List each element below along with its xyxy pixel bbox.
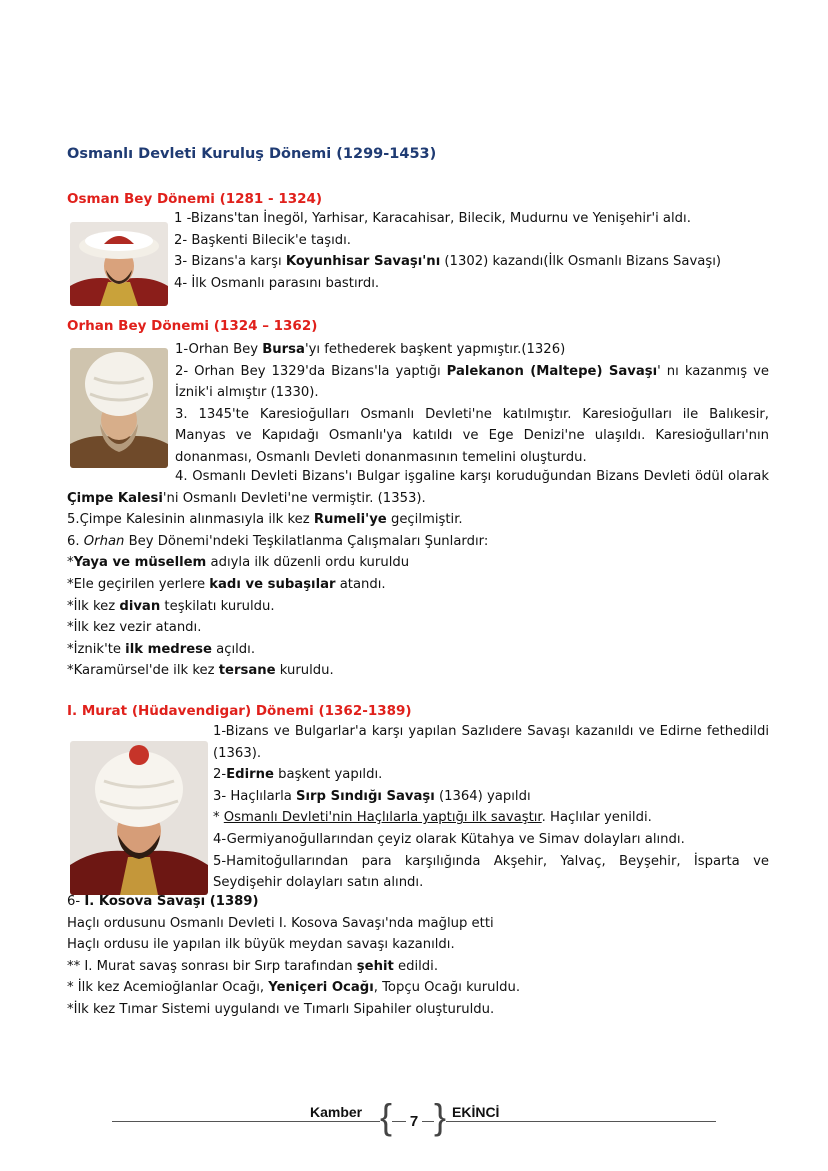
- orhan-sub-3: *İlk kez divan teşkilatı kuruldu.: [67, 598, 275, 614]
- footer-brace-left: {: [380, 1096, 393, 1137]
- orhan-sub-4: *İlk kez vezir atandı.: [67, 620, 202, 636]
- page-title: Osmanlı Devleti Kuruluş Dönemi (1299-1453): [67, 146, 437, 162]
- osman-portrait: [70, 222, 168, 306]
- orhan-item-1: 1-Orhan Bey Bursa'yı fethederek başkent yapmıştır.(1326): [175, 342, 566, 357]
- murat-text-full: [67, 891, 769, 1021]
- murat-item-1: 1-Bizans ve Bulgarlar'a karşı yapılan Sazlıdere Savaşı kazanıldı ve Edirne fethedildi (1363).: [213, 724, 769, 761]
- osman-item-1: 1 -Bizans'tan İnegöl, Yarhisar, Karacahisar, Bilecik, Mudurnu ve Yenişehir'i aldı.: [174, 211, 691, 226]
- orhan-sub-5: *İznik'te ilk medrese açıldı.: [67, 641, 256, 657]
- orhan-sub-6: *Karamürsel'de ilk kez tersane kuruldu.: [67, 663, 334, 679]
- kosova-line-5: *İlk kez Tımar Sistemi uygulandı ve Tımarlı Sipahiler oluşturuldu.: [67, 1001, 495, 1017]
- section-title-osman: Osman Bey Dönemi (1281 - 1324): [67, 191, 323, 207]
- murat-item-3: 3- Haçlılarla Sırp Sındığı Savaşı (1364) yapıldı: [213, 788, 531, 804]
- kosova-line-3: ** I. Murat savaş sonrası bir Sırp tarafından şehit edildi.: [67, 958, 439, 974]
- orhan-item-3: 3. 1345'te Karesioğulları Osmanlı Devleti'ne katılmıştır. Karesioğulları ile Balıkesir, Manyas ve Kapıdağı Osmanlı'ya katıldı ve Ege Denizi'ne ulaşıldı. Karesioğulları'nın donanması, Osmanlı Devleti donanmasının temelini oluşturdu.: [175, 406, 769, 465]
- page-number: 7: [406, 1113, 422, 1130]
- orhan-item-5: 5.Çimpe Kalesinin alınmasıyla ilk kez Rumeli'ye geçilmiştir.: [67, 512, 463, 528]
- section-title-murat: I. Murat (Hüdavendigar) Dönemi (1362-1389): [67, 703, 412, 719]
- kosova-line-1: Haçlı ordusunu Osmanlı Devleti I. Kosova Savaşı'nda mağlup etti: [67, 915, 494, 931]
- orhan-item-6: 6. Orhan Bey Dönemi'ndeki Teşkilatlanma Çalışmaları Şunlardır:: [67, 533, 489, 549]
- osman-item-2: 2- Başkenti Bilecik'e taşıdı.: [174, 232, 351, 248]
- murat-item-4: 4-Germiyanoğullarından çeyiz olarak Kütahya ve Simav dolayları alındı.: [213, 831, 685, 847]
- kosova-line-2: Haçlı ordusu ile yapılan ilk büyük meydan savaşı kazanıldı.: [67, 937, 455, 953]
- murat-portrait: [70, 741, 208, 895]
- sultan-portrait-orhan-icon: [70, 348, 168, 468]
- kosova-line-4: * İlk kez Acemioğlanlar Ocağı, Yeniçeri Ocağı, Topçu Ocağı kuruldu.: [67, 980, 521, 996]
- section-title-orhan: Orhan Bey Dönemi (1324 – 1362): [67, 318, 318, 334]
- footer-author-first: Kamber: [310, 1104, 363, 1120]
- osman-item-3: 3- Bizans'a karşı Koyunhisar Savaşı'nı (1302) kazandı(İlk Osmanlı Bizans Savaşı): [174, 254, 722, 270]
- footer-author-last: EKİNCİ: [452, 1104, 500, 1120]
- murat-item-6: 6- I. Kosova Savaşı (1389): [67, 894, 259, 909]
- orhan-item-2: 2- Orhan Bey 1329'da Bizans'la yaptığı Palekanon (Maltepe) Savaşı' nı kazanmış ve İznik'i almıştır (1330).: [175, 363, 769, 401]
- murat-text-side: [213, 721, 769, 894]
- footer-brace-right: }: [434, 1096, 447, 1137]
- sultan-portrait-murat-icon: [70, 741, 208, 895]
- murat-item-2: 2-Edirne başkent yapıldı.: [213, 767, 383, 783]
- orhan-portrait: [70, 348, 168, 468]
- orhan-text-full: [67, 466, 769, 682]
- murat-item-3-note: * Osmanlı Devleti'nin Haçlılarla yaptığı ilk savaştır. Haçlılar yenildi.: [213, 810, 652, 826]
- orhan-item-4: 4. Osmanlı Devleti Bizans'ı Bulgar işgaline karşı koruduğundan Bizans Devleti ödül olarak Çimpe Kalesi'ni Osmanlı Devleti'ne vermiştir. (1353).: [67, 469, 769, 506]
- orhan-text-side: [175, 339, 769, 469]
- osman-item-4: 4- İlk Osmanlı parasını bastırdı.: [174, 275, 380, 291]
- orhan-sub-2: *Ele geçirilen yerlere kadı ve subaşılar atandı.: [67, 576, 386, 592]
- sultan-portrait-osman-icon: [70, 222, 168, 306]
- osman-text: [174, 208, 764, 294]
- murat-item-5: 5-Hamitoğullarından para karşılığında Akşehir, Yalvaç, Beyşehir, İsparta ve Seydişehir dolayları satın alındı.: [213, 853, 769, 891]
- orhan-sub-1: *Yaya ve müsellem adıyla ilk düzenli ordu kuruldu: [67, 555, 410, 571]
